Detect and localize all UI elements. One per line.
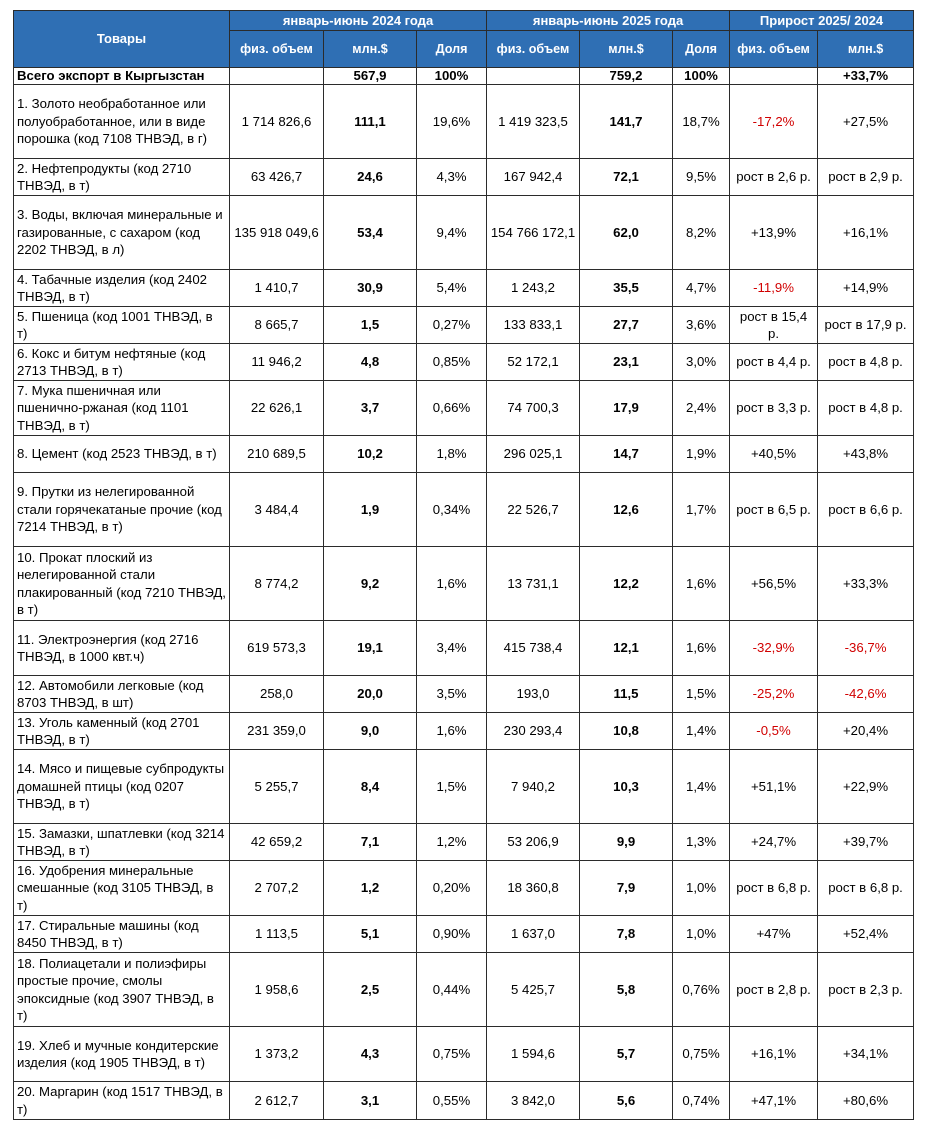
mln-2024-cell: 1,5	[324, 307, 417, 344]
phys-2025-cell: 154 766 172,1	[487, 196, 580, 270]
share-2024-cell: 0,20%	[417, 861, 487, 916]
total-name: Всего экспорт в Кыргызстан	[14, 68, 230, 85]
share-2025-cell: 0,74%	[673, 1082, 730, 1120]
growth-phys-cell: рост в 2,6 р.	[730, 159, 818, 196]
growth-mln-cell: +14,9%	[818, 270, 914, 307]
mln-2024-cell: 24,6	[324, 159, 417, 196]
share-2025-cell: 4,7%	[673, 270, 730, 307]
phys-2025-cell: 53 206,9	[487, 824, 580, 861]
phys-2024-cell: 2 707,2	[230, 861, 324, 916]
share-2024-cell: 19,6%	[417, 85, 487, 159]
mln-2025-cell: 23,1	[580, 344, 673, 381]
table-row	[14, 85, 914, 159]
growth-mln-cell: +33,3%	[818, 547, 914, 621]
mln-2024-cell: 4,8	[324, 344, 417, 381]
growth-phys-cell: рост в 3,3 р.	[730, 381, 818, 436]
phys-2025-cell: 193,0	[487, 676, 580, 713]
total-growth-phys	[730, 68, 818, 85]
mln-2025-cell: 12,1	[580, 621, 673, 676]
total-phys-2024	[230, 68, 324, 85]
phys-2025-cell: 1 637,0	[487, 916, 580, 953]
row-name: 6. Кокс и битум нефтяные (код 2713 ТНВЭД, в т)	[14, 344, 230, 381]
phys-2024-cell: 1 113,5	[230, 916, 324, 953]
phys-2024-cell: 1 714 826,6	[230, 85, 324, 159]
growth-phys-cell: +56,5%	[730, 547, 818, 621]
phys-2025-cell: 52 172,1	[487, 344, 580, 381]
growth-mln-cell: +16,1%	[818, 196, 914, 270]
total-share-2024: 100%	[417, 68, 487, 85]
total-growth-mln: +33,7%	[818, 68, 914, 85]
mln-2025-cell: 35,5	[580, 270, 673, 307]
phys-2025-cell: 133 833,1	[487, 307, 580, 344]
mln-2025-cell: 7,8	[580, 916, 673, 953]
phys-2025-cell: 1 594,6	[487, 1027, 580, 1082]
mln-2024-cell: 9,2	[324, 547, 417, 621]
growth-mln-cell: +20,4%	[818, 713, 914, 750]
mln-2024-cell: 19,1	[324, 621, 417, 676]
share-2024-cell: 0,55%	[417, 1082, 487, 1120]
phys-2025-cell: 415 738,4	[487, 621, 580, 676]
growth-phys-cell: +47%	[730, 916, 818, 953]
share-2024-cell: 5,4%	[417, 270, 487, 307]
share-2025-cell: 1,6%	[673, 621, 730, 676]
growth-mln-cell: рост в 6,6 р.	[818, 473, 914, 547]
mln-2024-cell: 7,1	[324, 824, 417, 861]
mln-2025-cell: 7,9	[580, 861, 673, 916]
phys-2024-cell: 619 573,3	[230, 621, 324, 676]
mln-2025-cell: 10,3	[580, 750, 673, 824]
total-mln-2025: 759,2	[580, 68, 673, 85]
share-2024-cell: 4,3%	[417, 159, 487, 196]
mln-2024-cell: 3,1	[324, 1082, 417, 1120]
growth-phys-cell: +13,9%	[730, 196, 818, 270]
table-row	[14, 713, 914, 750]
phys-2024-cell: 8 665,7	[230, 307, 324, 344]
growth-header: Прирост 2025/ 2024	[730, 11, 914, 31]
mln-2025-cell: 10,8	[580, 713, 673, 750]
table-row	[14, 750, 914, 824]
table-row	[14, 307, 914, 344]
row-name: 18. Полиацетали и полиэфиры простые прочие, смолы эпоксидные (код 3907 ТНВЭД, в т)	[14, 953, 230, 1027]
table-row	[14, 861, 914, 916]
share-2024-cell: 0,75%	[417, 1027, 487, 1082]
total-phys-2025	[487, 68, 580, 85]
phys-2025-cell: 7 940,2	[487, 750, 580, 824]
mln-2024-cell: 111,1	[324, 85, 417, 159]
share-2024-cell: 0,90%	[417, 916, 487, 953]
row-name: 11. Электроэнергия (код 2716 ТНВЭД, в 1000 квт.ч)	[14, 621, 230, 676]
phys-2025-cell: 167 942,4	[487, 159, 580, 196]
phys-2025-cell: 5 425,7	[487, 953, 580, 1027]
phys-2025-cell: 3 842,0	[487, 1082, 580, 1120]
row-name: 12. Автомобили легковые (код 8703 ТНВЭД, в шт)	[14, 676, 230, 713]
table-body	[14, 68, 914, 1120]
mln-2024-cell: 3,7	[324, 381, 417, 436]
mln-2024-cell: 5,1	[324, 916, 417, 953]
phys-2024-cell: 8 774,2	[230, 547, 324, 621]
phys-2024-cell: 22 626,1	[230, 381, 324, 436]
mln-2025-cell: 17,9	[580, 381, 673, 436]
mln-2024-cell: 30,9	[324, 270, 417, 307]
growth-mln-cell: +27,5%	[818, 85, 914, 159]
growth-phys-header: физ. объем	[730, 31, 818, 68]
mln-2025-cell: 9,9	[580, 824, 673, 861]
share-2025-cell: 1,6%	[673, 547, 730, 621]
mln-2025-cell: 27,7	[580, 307, 673, 344]
row-name: 15. Замазки, шпатлевки (код 3214 ТНВЭД, в т)	[14, 824, 230, 861]
phys-2024-cell: 5 255,7	[230, 750, 324, 824]
phys-2024-cell: 135 918 049,6	[230, 196, 324, 270]
phys-2025-cell: 1 243,2	[487, 270, 580, 307]
share-2024-cell: 0,27%	[417, 307, 487, 344]
table-row	[14, 196, 914, 270]
mln-2025-cell: 62,0	[580, 196, 673, 270]
share-2024-cell: 1,5%	[417, 750, 487, 824]
share-2025-cell: 18,7%	[673, 85, 730, 159]
share-2024-cell: 1,2%	[417, 824, 487, 861]
phys-2025-cell: 296 025,1	[487, 436, 580, 473]
phys-2024-cell: 1 373,2	[230, 1027, 324, 1082]
total-row	[14, 68, 914, 85]
phys-2025-cell: 230 293,4	[487, 713, 580, 750]
share-2024-cell: 0,85%	[417, 344, 487, 381]
phys-2024-cell: 11 946,2	[230, 344, 324, 381]
table-row	[14, 916, 914, 953]
mln-2025-cell: 11,5	[580, 676, 673, 713]
growth-mln-cell: +39,7%	[818, 824, 914, 861]
growth-phys-cell: рост в 6,8 р.	[730, 861, 818, 916]
share-2024-cell: 3,4%	[417, 621, 487, 676]
row-name: 4. Табачные изделия (код 2402 ТНВЭД, в т)	[14, 270, 230, 307]
phys-2024-cell: 231 359,0	[230, 713, 324, 750]
mln-2025-header: млн.$	[580, 31, 673, 68]
growth-mln-header: млн.$	[818, 31, 914, 68]
phys-2024-cell: 210 689,5	[230, 436, 324, 473]
phys-2024-header: физ. объем	[230, 31, 324, 68]
growth-phys-cell: рост в 6,5 р.	[730, 473, 818, 547]
share-2025-cell: 0,76%	[673, 953, 730, 1027]
phys-2025-cell: 18 360,8	[487, 861, 580, 916]
period-2024-header: январь-июнь 2024 года	[230, 11, 487, 31]
growth-phys-cell: -17,2%	[730, 85, 818, 159]
export-table	[13, 10, 914, 1120]
table-row	[14, 473, 914, 547]
share-2025-cell: 1,9%	[673, 436, 730, 473]
share-2025-cell: 3,0%	[673, 344, 730, 381]
mln-2025-cell: 141,7	[580, 85, 673, 159]
phys-2024-cell: 63 426,7	[230, 159, 324, 196]
growth-mln-cell: -42,6%	[818, 676, 914, 713]
growth-phys-cell: +16,1%	[730, 1027, 818, 1082]
table-header	[14, 11, 914, 68]
growth-phys-cell: -32,9%	[730, 621, 818, 676]
growth-phys-cell: +24,7%	[730, 824, 818, 861]
row-name: 17. Стиральные машины (код 8450 ТНВЭД, в т)	[14, 916, 230, 953]
mln-2024-cell: 1,9	[324, 473, 417, 547]
table-row	[14, 159, 914, 196]
row-name: 10. Прокат плоский из нелегированной стали плакированный (код 7210 ТНВЭД, в т)	[14, 547, 230, 621]
share-2025-cell: 1,3%	[673, 824, 730, 861]
table-row	[14, 824, 914, 861]
mln-2024-cell: 10,2	[324, 436, 417, 473]
mln-2024-cell: 8,4	[324, 750, 417, 824]
share-2025-cell: 3,6%	[673, 307, 730, 344]
share-2025-cell: 1,7%	[673, 473, 730, 547]
table-row	[14, 381, 914, 436]
table-row	[14, 436, 914, 473]
share-2024-cell: 3,5%	[417, 676, 487, 713]
phys-2025-header: физ. объем	[487, 31, 580, 68]
share-2025-cell: 9,5%	[673, 159, 730, 196]
table-row	[14, 621, 914, 676]
table-row	[14, 344, 914, 381]
goods-header: Товары	[14, 11, 230, 68]
mln-2025-cell: 12,2	[580, 547, 673, 621]
row-name: 2. Нефтепродукты (код 2710 ТНВЭД, в т)	[14, 159, 230, 196]
mln-2024-cell: 9,0	[324, 713, 417, 750]
growth-phys-cell: рост в 4,4 р.	[730, 344, 818, 381]
share-2024-header: Доля	[417, 31, 487, 68]
share-2025-cell: 1,0%	[673, 916, 730, 953]
mln-2024-cell: 53,4	[324, 196, 417, 270]
phys-2024-cell: 2 612,7	[230, 1082, 324, 1120]
row-name: 1. Золото необработанное или полуобработанное, или в виде порошка (код 7108 ТНВЭД, в г)	[14, 85, 230, 159]
share-2025-cell: 1,0%	[673, 861, 730, 916]
growth-mln-cell: +52,4%	[818, 916, 914, 953]
total-share-2025: 100%	[673, 68, 730, 85]
phys-2024-cell: 258,0	[230, 676, 324, 713]
growth-mln-cell: +80,6%	[818, 1082, 914, 1120]
growth-mln-cell: +22,9%	[818, 750, 914, 824]
mln-2024-cell: 2,5	[324, 953, 417, 1027]
growth-phys-cell: +40,5%	[730, 436, 818, 473]
growth-phys-cell: -11,9%	[730, 270, 818, 307]
mln-2025-cell: 5,8	[580, 953, 673, 1027]
growth-mln-cell: рост в 4,8 р.	[818, 381, 914, 436]
table-row	[14, 547, 914, 621]
share-2024-cell: 0,44%	[417, 953, 487, 1027]
row-name: 14. Мясо и пищевые субпродукты домашней птицы (код 0207 ТНВЭД, в т)	[14, 750, 230, 824]
row-name: 16. Удобрения минеральные смешанные (код 3105 ТНВЭД, в т)	[14, 861, 230, 916]
row-name: 5. Пшеница (код 1001 ТНВЭД, в т)	[14, 307, 230, 344]
table-row	[14, 1082, 914, 1120]
phys-2025-cell: 1 419 323,5	[487, 85, 580, 159]
growth-phys-cell: рост в 2,8 р.	[730, 953, 818, 1027]
table-row	[14, 676, 914, 713]
growth-phys-cell: -0,5%	[730, 713, 818, 750]
share-2025-cell: 2,4%	[673, 381, 730, 436]
mln-2024-cell: 4,3	[324, 1027, 417, 1082]
share-2024-cell: 0,34%	[417, 473, 487, 547]
share-2024-cell: 0,66%	[417, 381, 487, 436]
share-2024-cell: 1,8%	[417, 436, 487, 473]
mln-2024-cell: 1,2	[324, 861, 417, 916]
growth-phys-cell: +51,1%	[730, 750, 818, 824]
mln-2025-cell: 14,7	[580, 436, 673, 473]
share-2025-cell: 8,2%	[673, 196, 730, 270]
row-name: 8. Цемент (код 2523 ТНВЭД, в т)	[14, 436, 230, 473]
share-2024-cell: 1,6%	[417, 547, 487, 621]
growth-mln-cell: рост в 4,8 р.	[818, 344, 914, 381]
phys-2024-cell: 3 484,4	[230, 473, 324, 547]
table-row	[14, 270, 914, 307]
growth-mln-cell: -36,7%	[818, 621, 914, 676]
growth-phys-cell: рост в 15,4 р.	[730, 307, 818, 344]
share-2025-cell: 1,4%	[673, 750, 730, 824]
growth-mln-cell: рост в 17,9 р.	[818, 307, 914, 344]
mln-2025-cell: 72,1	[580, 159, 673, 196]
growth-mln-cell: рост в 2,3 р.	[818, 953, 914, 1027]
growth-mln-cell: рост в 2,9 р.	[818, 159, 914, 196]
phys-2025-cell: 74 700,3	[487, 381, 580, 436]
period-2025-header: январь-июнь 2025 года	[487, 11, 730, 31]
row-name: 19. Хлеб и мучные кондитерские изделия (код 1905 ТНВЭД, в т)	[14, 1027, 230, 1082]
row-name: 13. Уголь каменный (код 2701 ТНВЭД, в т)	[14, 713, 230, 750]
growth-phys-cell: +47,1%	[730, 1082, 818, 1120]
mln-2025-cell: 12,6	[580, 473, 673, 547]
mln-2024-cell: 20,0	[324, 676, 417, 713]
share-2025-cell: 1,4%	[673, 713, 730, 750]
phys-2024-cell: 1 410,7	[230, 270, 324, 307]
mln-2025-cell: 5,7	[580, 1027, 673, 1082]
share-2024-cell: 1,6%	[417, 713, 487, 750]
row-name: 20. Маргарин (код 1517 ТНВЭД, в т)	[14, 1082, 230, 1120]
growth-mln-cell: +43,8%	[818, 436, 914, 473]
phys-2025-cell: 13 731,1	[487, 547, 580, 621]
share-2025-cell: 0,75%	[673, 1027, 730, 1082]
row-name: 7. Мука пшеничная или пшенично-ржаная (код 1101 ТНВЭД, в т)	[14, 381, 230, 436]
phys-2024-cell: 1 958,6	[230, 953, 324, 1027]
row-name: 9. Прутки из нелегированной стали горячекатаные прочие (код 7214 ТНВЭД, в т)	[14, 473, 230, 547]
table-row	[14, 1027, 914, 1082]
phys-2025-cell: 22 526,7	[487, 473, 580, 547]
mln-2024-header: млн.$	[324, 31, 417, 68]
share-2025-header: Доля	[673, 31, 730, 68]
share-2025-cell: 1,5%	[673, 676, 730, 713]
phys-2024-cell: 42 659,2	[230, 824, 324, 861]
total-mln-2024: 567,9	[324, 68, 417, 85]
table-row	[14, 953, 914, 1027]
growth-mln-cell: +34,1%	[818, 1027, 914, 1082]
row-name: 3. Воды, включая минеральные и газированные, с сахаром (код 2202 ТНВЭД, в л)	[14, 196, 230, 270]
growth-mln-cell: рост в 6,8 р.	[818, 861, 914, 916]
growth-phys-cell: -25,2%	[730, 676, 818, 713]
share-2024-cell: 9,4%	[417, 196, 487, 270]
mln-2025-cell: 5,6	[580, 1082, 673, 1120]
